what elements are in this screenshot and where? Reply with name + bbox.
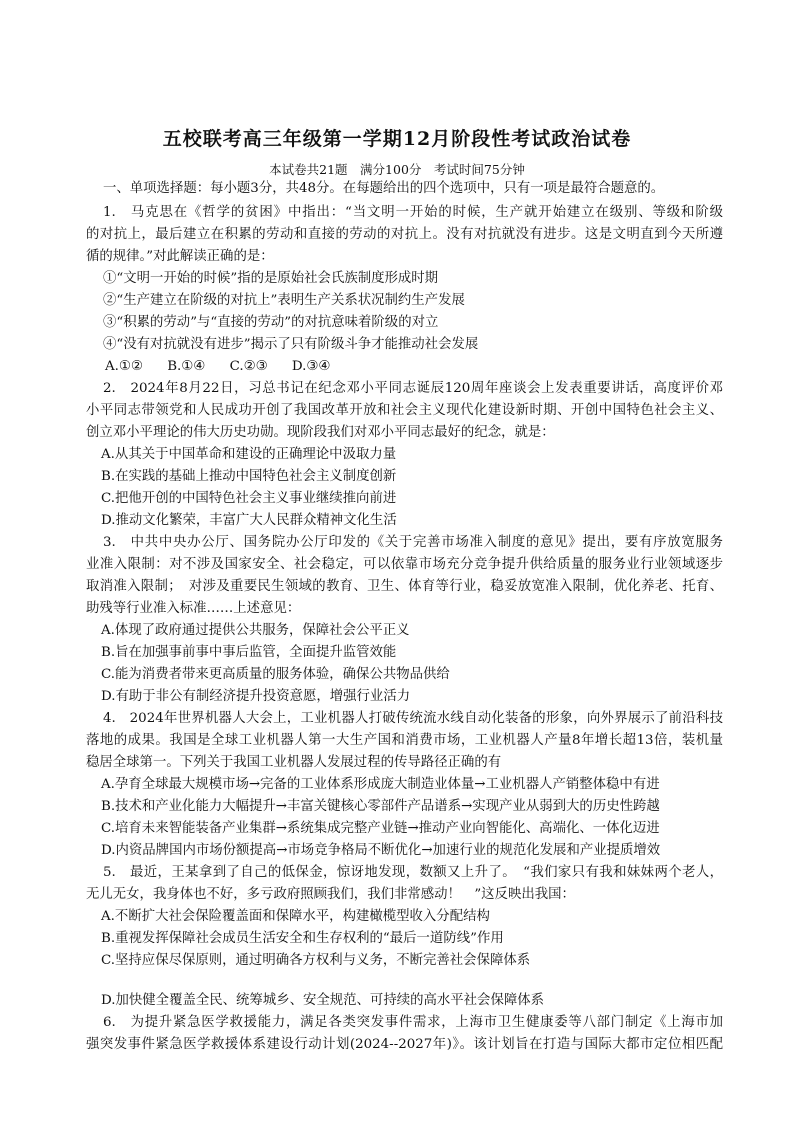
q2-line-1: 2. 2024年8月22日，习总书记在纪念邓小平同志诞辰120周年座谈会上发表重要讲话，高度评价邓 bbox=[103, 381, 723, 396]
q4-line-2: 落地的成果。我国是全球工业机器人第一大生产国和消费市场，工业机器人产量8年增长超13倍，装机量 bbox=[86, 733, 723, 748]
q5-option-a[interactable]: A.不断扩大社会保险覆盖面和保障水平，构建橄榄型收入分配结构 bbox=[101, 909, 490, 924]
q1-statement-1: ①“文明一开始的时候”指的是原始社会氏族制度形成时期 bbox=[103, 271, 439, 286]
exam-info: 本试卷共21题 满分100分 考试时间75分钟 bbox=[269, 162, 525, 177]
q5-line-1: 5. 最近，王某拿到了自己的低保金，惊讶地发现，数额又上升了。 “我们家只有我和妹妹两个老人， bbox=[103, 865, 723, 880]
q4-option-d[interactable]: D.内资品牌国内市场份额提高→市场竞争格局不断优化→加速行业的规范化发展和产业提质增效 bbox=[101, 843, 661, 858]
q5-line-2: 无儿无女，我身体也不好，多亏政府照顾我们，我们非常感动！ ”这反映出我国： bbox=[86, 887, 575, 902]
q3-line-4: 助残等行业准入标准……上述意见： bbox=[86, 601, 301, 616]
q3-line-3: 取消准入限制； 对涉及重要民生领域的教育、卫生、体育等行业，稳妥放宽准入限制，优化养老、托育、 bbox=[86, 579, 723, 594]
q6-line-1: 6. 为提升紧急医学救援能力，满足各类突发事件需求，上海市卫生健康委等八部门制定《上海市加 bbox=[103, 1015, 723, 1030]
q4-line-1: 4. 2024年世界机器人大会上，工业机器人打破传统流水线自动化装备的形象，向外界展示了前沿科技 bbox=[103, 711, 723, 726]
q2-option-c[interactable]: C.把他开创的中国特色社会主义事业继续推向前进 bbox=[101, 491, 397, 506]
section-heading: 一、单项选择题：每小题3分，共48分。在每题给出的四个选项中，只有一项是最符合题意的。 bbox=[103, 181, 665, 196]
q1-line-2: 的对抗上，最后建立在积累的劳动和直接的劳动的对抗上。没有对抗就没有进步。这是文明直到今天所遵 bbox=[86, 227, 723, 242]
q3-line-1: 3. 中共中央办公厅、国务院办公厅印发的《关于完善市场准入制度的意见》提出，要有序放宽服务 bbox=[103, 535, 723, 550]
q1-choice-b[interactable]: B.①④ bbox=[167, 359, 206, 374]
q1-line-3: 循的规律。”对此解读正确的是： bbox=[86, 249, 274, 264]
page-title: 五校联考高三年级第一学期12月阶段性考试政治试卷 bbox=[162, 128, 632, 150]
q3-option-a[interactable]: A.体现了政府通过提供公共服务，保障社会公平正义 bbox=[101, 623, 410, 638]
q1-statement-3: ③“积累的劳动”与“直接的劳动”的对抗意味着阶级的对立 bbox=[103, 315, 439, 330]
q5-option-c[interactable]: C.坚持应保尽保原则，通过明确各方权利与义务，不断完善社会保障体系 bbox=[101, 953, 531, 968]
q1-choice-c[interactable]: C.②③ bbox=[229, 359, 268, 374]
q1-choice-d[interactable]: D.③④ bbox=[291, 359, 331, 374]
q3-option-b[interactable]: B.旨在加强事前事中事后监管，全面提升监管效能 bbox=[101, 645, 397, 660]
q3-option-c[interactable]: C.能为消费者带来更高质量的服务体验，确保公共物品供给 bbox=[101, 667, 450, 682]
q2-line-2: 小平同志带领党和人民成功开创了我国改革开放和社会主义现代化建设新时期、开创中国特色社会主义、 bbox=[86, 403, 723, 418]
q1-statement-4: ④“没有对抗就没有进步”揭示了只有阶级斗争才能推动社会发展 bbox=[103, 337, 479, 352]
q4-option-b[interactable]: B.技术和产业化能力大幅提升→丰富关键核心零部件产品谱系→实现产业从弱到大的历史性跨越 bbox=[101, 799, 660, 814]
q2-line-3: 创立邓小平理论的伟大历史功勋。现阶段我们对邓小平同志最好的纪念，就是： bbox=[86, 425, 555, 440]
q2-option-d[interactable]: D.推动文化繁荣，丰富广大人民群众精神文化生活 bbox=[101, 513, 397, 528]
q4-option-c[interactable]: C.培育未来智能装备产业集群→系统集成完整产业链→推动产业向智能化、高端化、一体化迈进 bbox=[101, 821, 660, 836]
q3-line-2: 业准入限制：对不涉及国家安全、社会稳定，可以依靠市场充分竞争提升供给质量的服务业行业领域逐步 bbox=[86, 557, 723, 572]
q4-line-3: 稳居全球第一。下列关于我国工业机器人发展过程的传导路径正确的有 bbox=[86, 755, 502, 770]
q4-option-a[interactable]: A.孕育全球最大规模市场→完备的工业体系形成庞大制造业体量→工业机器人产销整体稳中有进 bbox=[101, 777, 660, 792]
q5-option-b[interactable]: B.重视发挥保障社会成员生活安全和生存权利的“最后一道防线”作用 bbox=[101, 931, 504, 946]
q3-option-d[interactable]: D.有助于非公有制经济提升投资意愿，增强行业活力 bbox=[101, 689, 411, 704]
q1-line-1: 1. 马克思在《哲学的贫困》中指出：“当文明一开始的时候，生产就开始建立在级别、等级和阶级 bbox=[103, 205, 723, 220]
q2-option-a[interactable]: A.从其关于中国革命和建设的正确理论中汲取力量 bbox=[101, 447, 397, 462]
q6-line-2: 强突发事件紧急医学救援体系建设行动计划(2024--2027年)》。该计划旨在打造与国际大都市定位相匹配 bbox=[86, 1037, 723, 1052]
q5-option-d[interactable]: D.加快健全覆盖全民、统筹城乡、安全规范、可持续的高水平社会保障体系 bbox=[101, 993, 545, 1008]
q1-choice-a[interactable]: A.①② bbox=[105, 359, 143, 374]
q1-choices bbox=[105, 358, 350, 376]
q1-statement-2: ②“生产建立在阶级的对抗上”表明生产关系状况制约生产发展 bbox=[103, 293, 465, 308]
q2-option-b[interactable]: B.在实践的基础上推动中国特色社会主义制度创新 bbox=[101, 469, 397, 484]
